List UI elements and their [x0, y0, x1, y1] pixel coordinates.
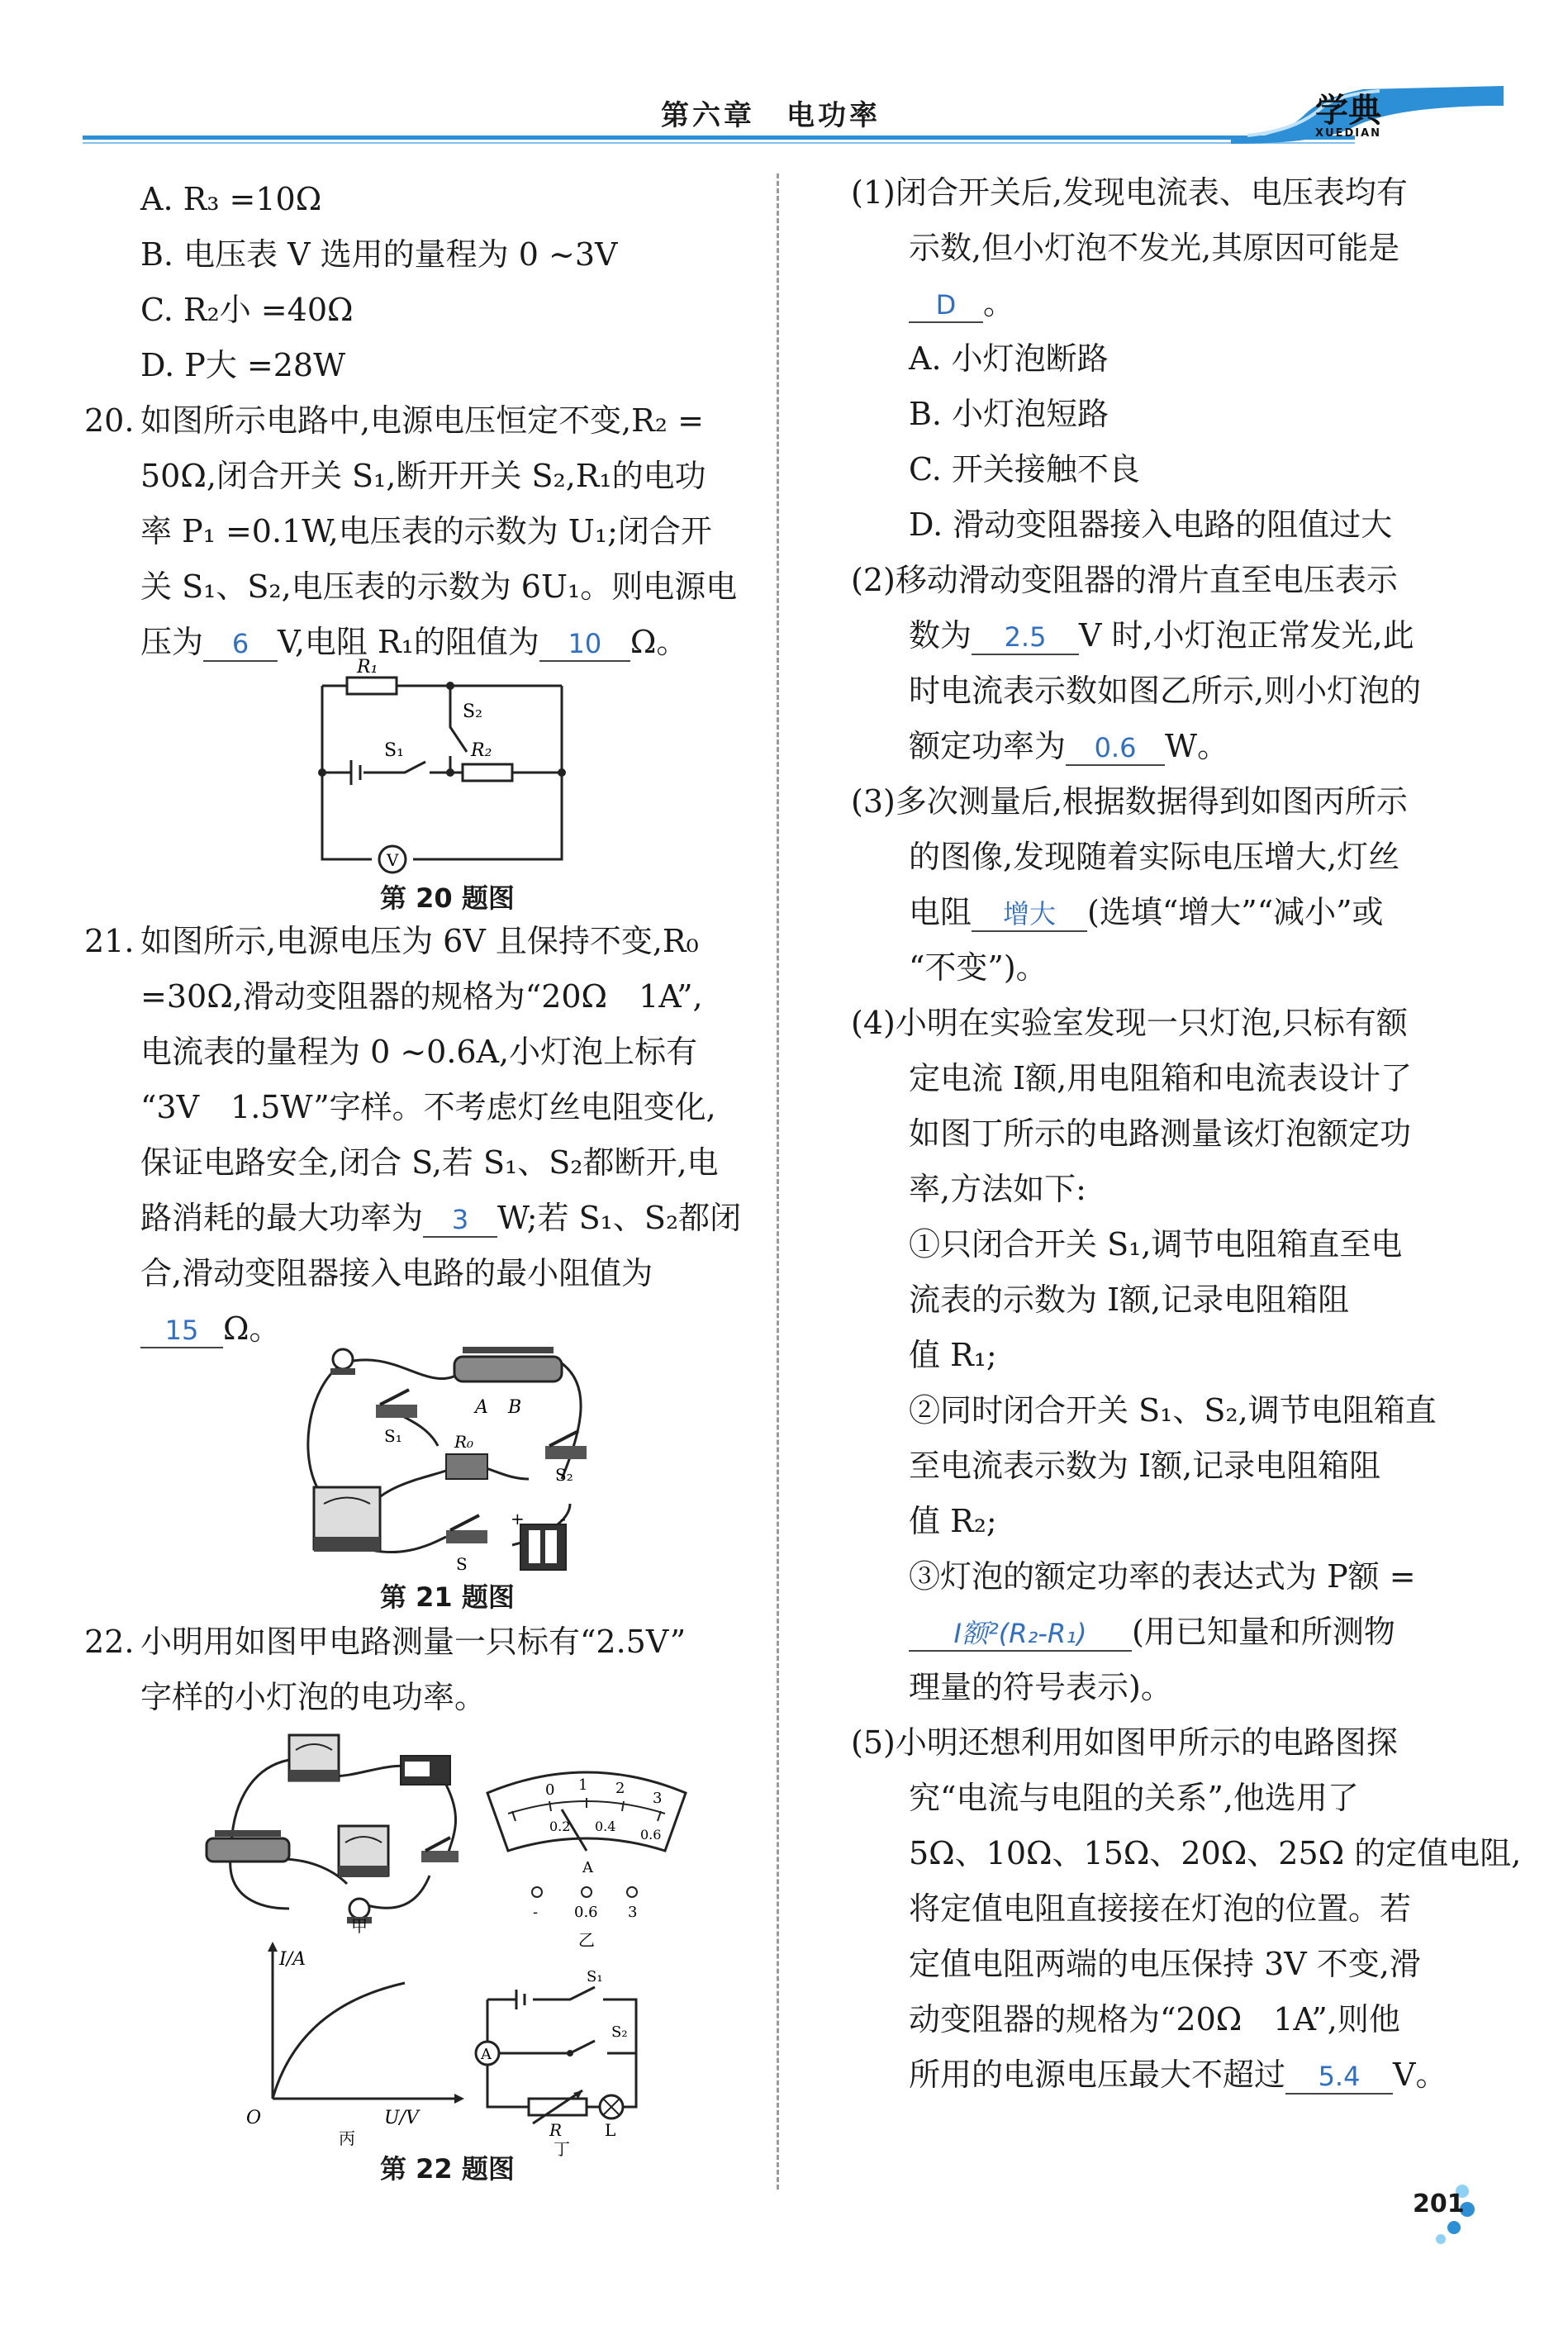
p2-text-d: W。: [1165, 728, 1229, 764]
q20-answer-2: 10: [539, 627, 630, 662]
q20-line-3: 率 P₁ =0.1W,电压表的示数为 U₁;闭合开: [140, 513, 712, 549]
q22-meter-top-3: 3: [653, 1790, 663, 1807]
q20-text-b: V,电阻 R₁的阻值为: [278, 624, 539, 660]
p1-option-b: B. 小灯泡短路: [909, 396, 1109, 432]
logo: 学典: [1315, 91, 1381, 130]
p2-text-c: 额定功率为: [909, 728, 1067, 764]
q21-fig-minus: -: [560, 1509, 566, 1529]
q20-fig-s1: S₁: [384, 740, 404, 761]
p4-line-13: 理量的符号表示)。: [909, 1669, 1172, 1705]
p3-text-b: (选填“增大”“减小”或: [1087, 894, 1384, 930]
q22-line-1: [84, 1614, 752, 1670]
q22-fig-yi: 乙: [578, 1930, 595, 1950]
p2-text-b: V 时,小灯泡正常发光,此: [1079, 617, 1414, 654]
q22-figure-bing: [240, 1942, 471, 2148]
q21-line-7: 合,滑动变阻器接入电路的最小阻值为: [140, 1255, 653, 1291]
q21-fig-plus: +: [511, 1509, 525, 1529]
q22-text: 小明用如图甲电路测量一只标有“2.5V”: [140, 1624, 687, 1660]
p2-line-1: (2)移动滑动变阻器的滑片直至电压表示: [851, 562, 1398, 598]
q20-fig-s2: S₂: [463, 701, 482, 722]
q22-fig-r: R: [549, 2120, 563, 2140]
q21-text-a: 路消耗的最大功率为: [140, 1200, 424, 1236]
p3-line-2: 的图像,发现随着实际电压增大,灯丝: [909, 839, 1400, 875]
q22-meter-top-2: 2: [615, 1780, 625, 1797]
p1-after: 。: [983, 285, 1015, 321]
q22-fig-origin: O: [246, 2108, 262, 2128]
q21-text-b: W;若 S₁、S₂都闭: [497, 1200, 742, 1236]
q19-option-a: A. R₃ =10Ω: [140, 181, 322, 217]
q22-meter-top-0: 0: [545, 1781, 555, 1799]
p4-line-4: 率,方法如下:: [909, 1171, 1086, 1207]
p4-line-9: 至电流表示数为 I额,记录电阻箱阻: [909, 1448, 1381, 1484]
q21-block: [84, 914, 752, 1357]
q21-text: 如图所示,电源电压为 6V 且保持不变,R₀: [140, 923, 699, 959]
q20-line-2: 50Ω,闭合开关 S₁,断开开关 S₂,R₁的电功: [140, 458, 706, 494]
p1-option-d: D. 滑动变阻器接入电路的阻值过大: [909, 506, 1393, 543]
q21-line-4: “3V 1.5W”字样。不考虑灯丝电阻变化,: [140, 1089, 716, 1125]
p2-line-4: [851, 719, 1479, 774]
p3-line-1: (3)多次测量后,根据数据得到如图丙所示: [851, 783, 1408, 820]
q20-text-a: 压为: [140, 624, 204, 660]
p4-line-11: ③灯泡的额定功率的表达式为 P额 =: [909, 1558, 1416, 1595]
p5-text-a: 所用的电源电压最大不超过: [909, 2057, 1286, 2093]
p2-line-2: [851, 608, 1479, 663]
q22-meter-unit: A: [582, 1859, 593, 1876]
p4-line-12: [851, 1605, 1479, 1660]
q21-line-1: [84, 914, 752, 969]
q19-option-b: B. 电压表 V 选用的量程为 0 ~3V: [140, 236, 618, 273]
q21-text-c: Ω。: [223, 1310, 281, 1347]
q22-fig-s1: S₁: [587, 1968, 603, 1985]
q21-line-3: 电流表的量程为 0 ~0.6A,小灯泡上标有: [140, 1034, 698, 1070]
q22-fig-a: A: [481, 2046, 492, 2063]
p1-option-a: A. 小灯泡断路: [909, 340, 1109, 377]
q21-line-6: [91, 1191, 752, 1246]
q21-line-2: =30Ω,滑动变阻器的规格为“20Ω 1A”,: [140, 978, 703, 1015]
p1-line-3: [851, 276, 1479, 331]
q20-fig-v: V: [387, 850, 399, 870]
p5-text-b: V。: [1393, 2057, 1447, 2093]
q21-fig-s1: S₁: [384, 1426, 402, 1446]
q21-caption: 第 21 题图: [380, 1581, 515, 1613]
p5-line-3: 5Ω、10Ω、15Ω、20Ω、25Ω 的定值电阻,: [909, 1835, 1522, 1871]
p2-text-a: 数为: [909, 617, 972, 654]
q20-answer-1: 6: [203, 627, 278, 662]
p5-line-4: 将定值电阻直接接在灯泡的位置。若: [909, 1890, 1412, 1927]
page-number: 201: [1413, 2190, 1465, 2218]
p5-line-1: (5)小明还想利用如图甲所示的电路图探: [851, 1724, 1398, 1761]
q21-fig-b: B: [508, 1397, 522, 1418]
p5-answer: 5.4: [1285, 2060, 1393, 2095]
p1-answer: D: [909, 288, 983, 323]
q22-figure-jia: [198, 1727, 463, 1933]
p4-line-1: (4)小明在实验室发现一只灯泡,只标有额: [851, 1005, 1408, 1041]
q22-figure-yi: [479, 1760, 694, 1950]
p4-line-3: 如图丁所示的电路测量该灯泡额定功: [909, 1115, 1412, 1152]
chapter-title: 第六章 电功率: [661, 99, 881, 132]
q20-text: 如图所示电路中,电源电压恒定不变,R₂ =: [140, 402, 704, 439]
p4-line-6: 流表的示数为 I额,记录电阻箱阻: [909, 1282, 1350, 1318]
p3-line-4: “不变”)。: [909, 949, 1048, 986]
q22-caption: 第 22 题图: [380, 2153, 515, 2185]
q21-answer-1: 3: [423, 1203, 497, 1238]
header-rule-thin: [83, 142, 1355, 144]
q22-fig-ding: 丁: [554, 2139, 570, 2156]
q22-fig-x-axis: U/V: [384, 2108, 419, 2128]
q21-circuit-figure: [297, 1339, 611, 1578]
q22-figure-ding: [471, 1966, 677, 2156]
q20-caption: 第 20 题图: [380, 882, 515, 914]
q22-fig-l: L: [605, 2120, 616, 2140]
p5-line-7: [851, 2047, 1479, 2103]
p4-line-8: ②同时闭合开关 S₁、S₂,调节电阻箱直: [909, 1392, 1437, 1429]
q20-line-4: 关 S₁、S₂,电压表的示数为 6U₁。则电源电: [140, 568, 738, 605]
q22-block: [84, 1614, 752, 1725]
column-divider: [777, 174, 779, 2190]
q22-meter-bottom-1: 0.4: [595, 1819, 616, 1834]
q22-line-2: 字样的小灯泡的电功率。: [140, 1679, 487, 1715]
p3-answer: 增大: [972, 897, 1087, 932]
q21-fig-r0: R₀: [454, 1432, 474, 1452]
p1-line-1: (1)闭合开关后,发现电流表、电压表均有: [851, 174, 1408, 211]
p3-text-a: 电阻: [909, 894, 972, 930]
p4-line-7: 值 R₁;: [909, 1337, 997, 1373]
q21-fig-a: A: [475, 1397, 488, 1418]
q22-meter-top-1: 1: [578, 1776, 588, 1794]
p4-answer: I额²(R₂-R₁): [909, 1617, 1132, 1652]
q22-fig-jia: 甲: [351, 1916, 368, 1933]
q20-circuit-figure: [306, 653, 578, 876]
q20-fig-r1: R₁: [357, 657, 378, 678]
right-column: [851, 165, 1522, 2103]
q22-fig-y-axis: I/A: [279, 1949, 306, 1970]
q20-number: 20.: [84, 402, 135, 439]
p2-line-3: 时电流表示数如图乙所示,则小灯泡的: [909, 673, 1422, 709]
p4-line-10: 值 R₂;: [909, 1503, 997, 1539]
p3-line-3: [851, 885, 1479, 940]
page-header: [83, 81, 1487, 155]
q22-terminal-2: 3: [628, 1904, 638, 1921]
p2-answer-2: 0.6: [1066, 731, 1165, 766]
q19-option-c: C. R₂小 =40Ω: [140, 292, 354, 328]
p4-line-2: 定电流 I额,用电阻箱和电流表设计了: [909, 1060, 1413, 1096]
q19-option-d: D. P大 =28W: [140, 347, 346, 383]
q21-fig-s: S: [456, 1554, 468, 1574]
p2-answer-1: 2.5: [972, 621, 1079, 655]
q22-meter-bottom-0: 0.2: [549, 1819, 571, 1834]
q21-number: 21.: [84, 923, 135, 959]
q20-text-c: Ω。: [630, 624, 688, 660]
q22-number: 22.: [84, 1624, 135, 1660]
p1-line-2: 示数,但小灯泡不发光,其原因可能是: [909, 230, 1400, 266]
q22-terminal-1: 0.6: [574, 1904, 598, 1921]
q22-fig-bing: 丙: [339, 2128, 355, 2148]
logo-subtext: XUEDIAN: [1315, 127, 1382, 140]
q20-line-1: [84, 393, 752, 449]
p1-option-c: C. 开关接触不良: [909, 451, 1140, 487]
q21-line-5: 保证电路安全,闭合 S,若 S₁、S₂都断开,电: [140, 1144, 719, 1181]
p5-line-5: 定值电阻两端的电压保持 3V 不变,滑: [909, 1946, 1421, 1982]
q22-fig-s2: S₂: [611, 2023, 628, 2041]
p4-line-5: ①只闭合开关 S₁,调节电阻箱直至电: [909, 1226, 1403, 1262]
left-column: [84, 172, 752, 670]
p5-line-6: 动变阻器的规格为“20Ω 1A”,则他: [909, 2001, 1400, 2038]
q21-fig-s2: S₂: [555, 1465, 573, 1485]
p5-line-2: 究“电流与电阻的关系”,他选用了: [909, 1780, 1359, 1816]
q22-terminal-0: -: [533, 1904, 539, 1921]
q20-fig-r2: R₂: [471, 740, 492, 761]
p4-after: (用已知量和所测物: [1132, 1614, 1395, 1650]
header-rule: [83, 136, 1355, 140]
q21-answer-2: 15: [140, 1314, 223, 1348]
q22-meter-bottom-2: 0.6: [640, 1827, 662, 1843]
